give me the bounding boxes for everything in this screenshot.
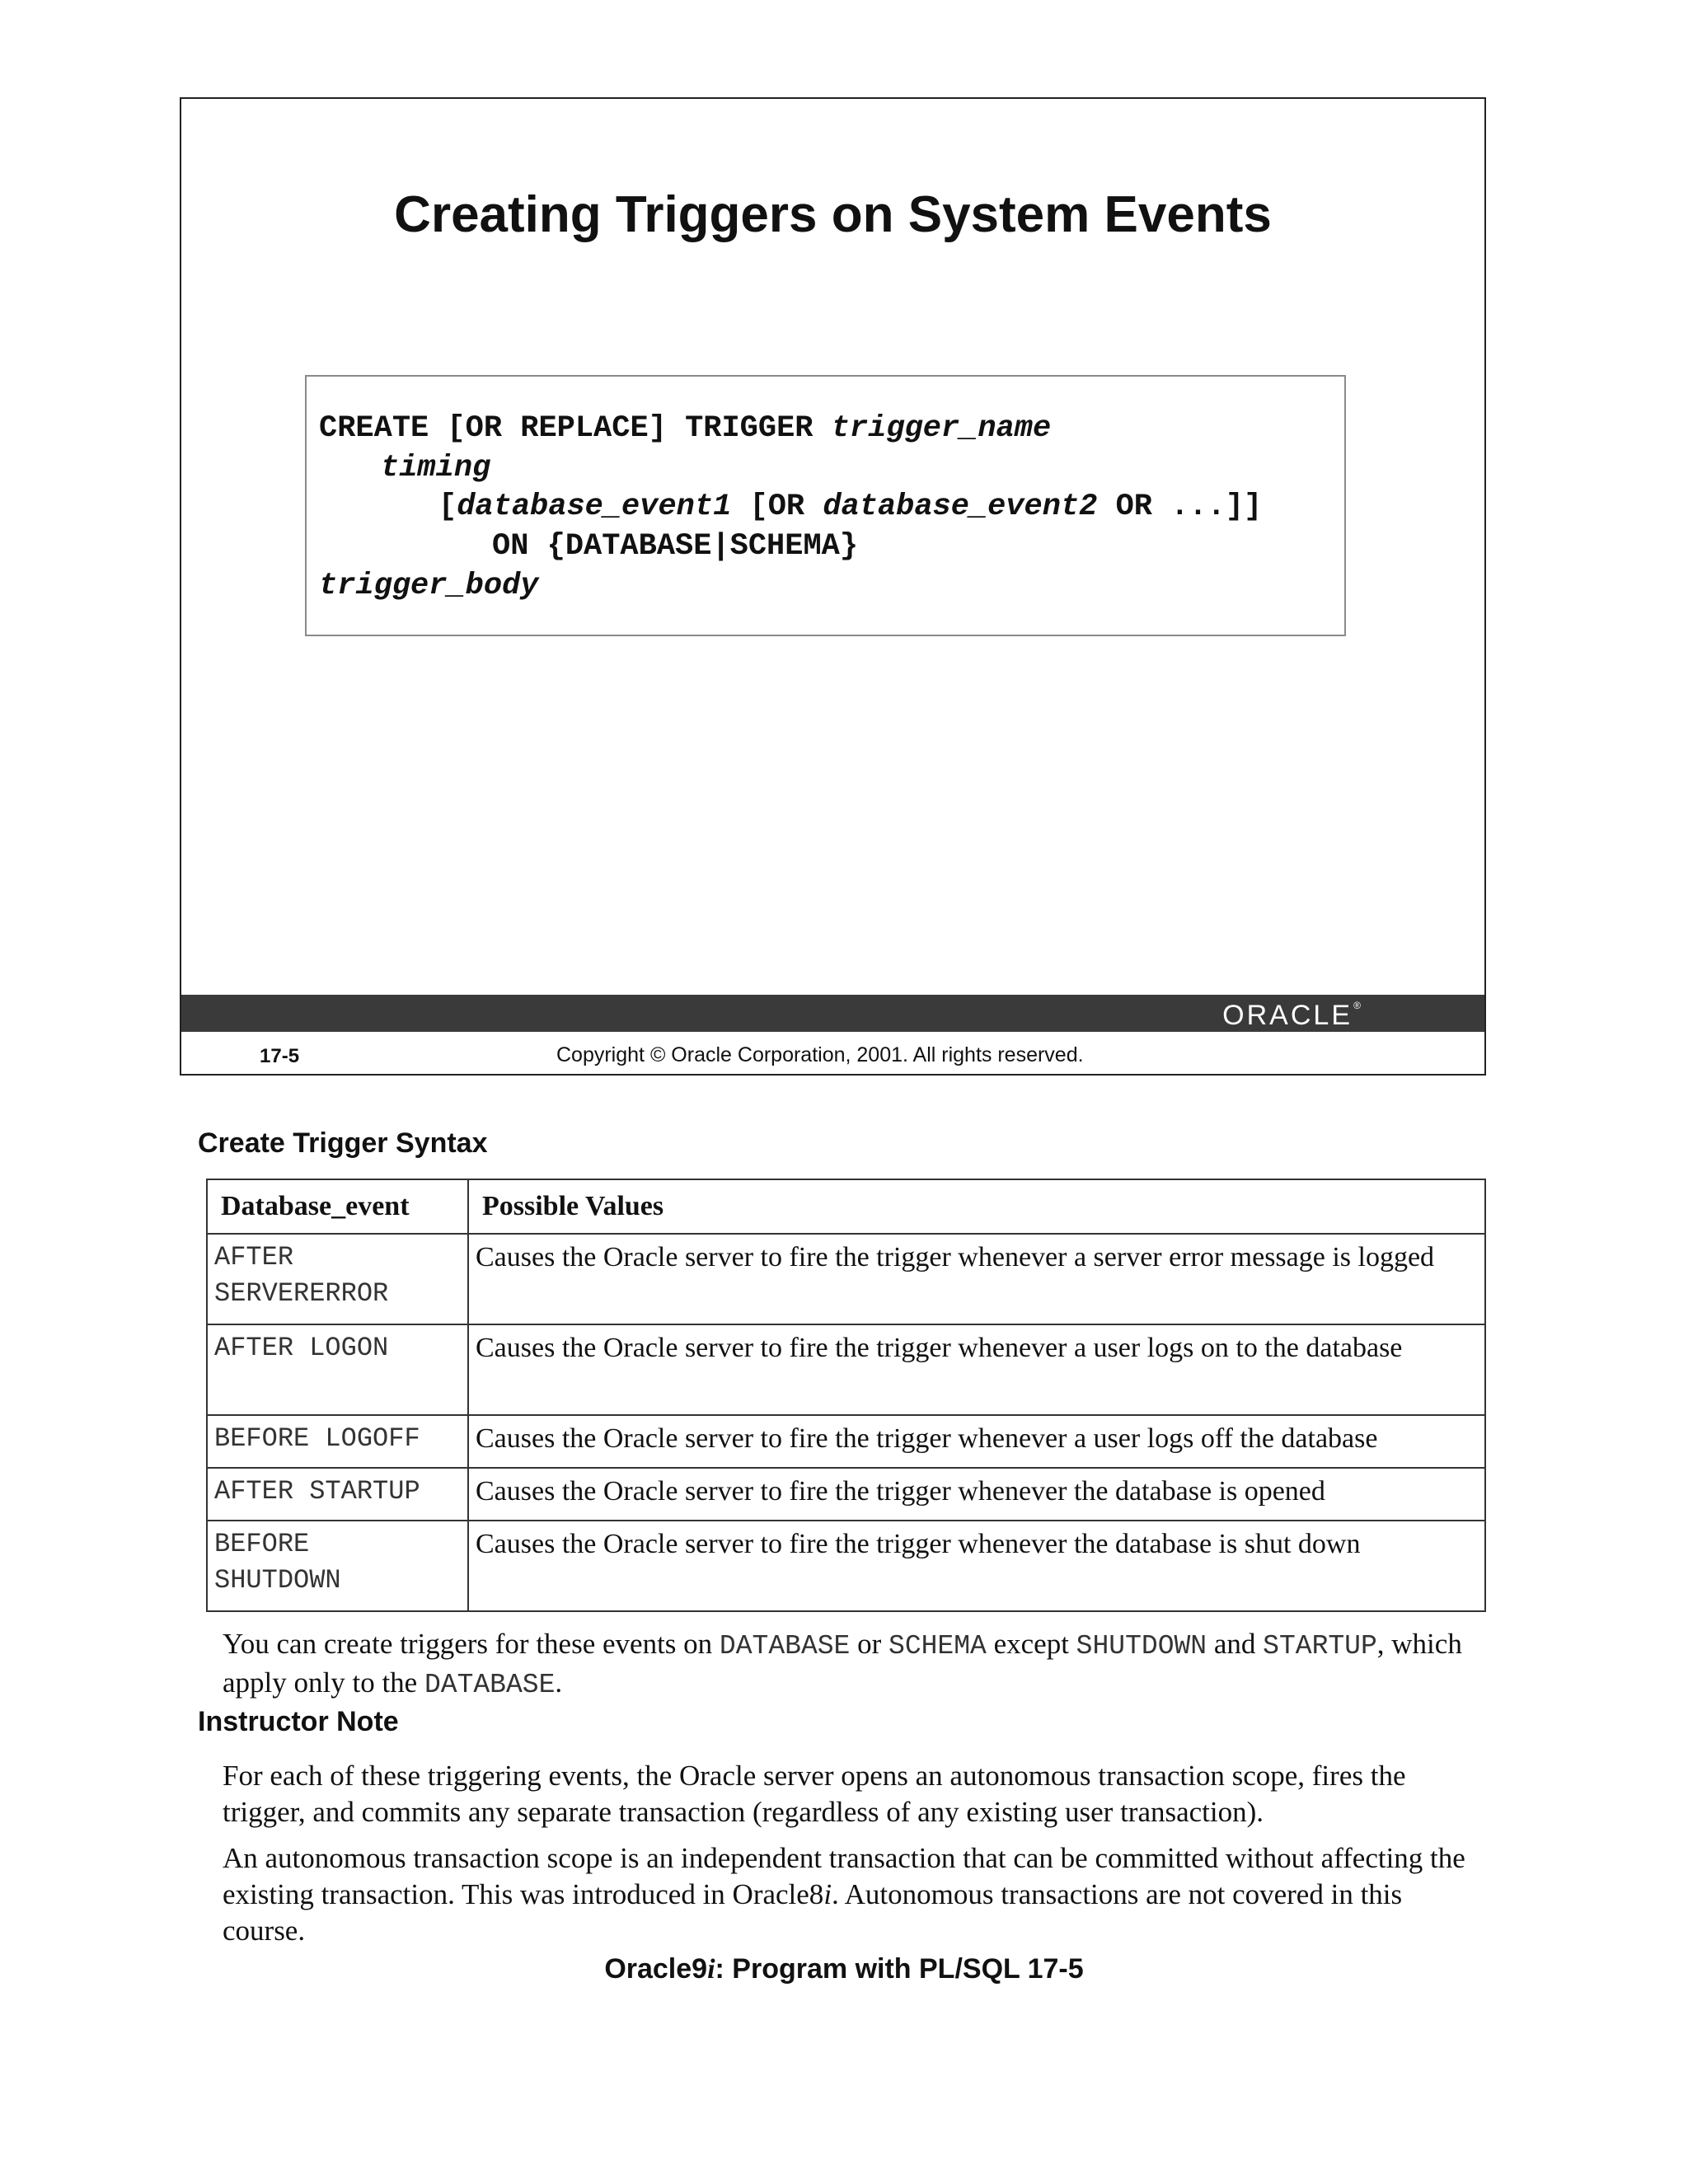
copyright-notice: Copyright © Oracle Corporation, 2001. All rights reserved. xyxy=(556,1043,1084,1066)
code-line-5: trigger_body xyxy=(319,569,539,603)
value-cell: Causes the Oracle server to fire the trigger whenever a server error message is logged xyxy=(468,1234,1485,1324)
event-cell: AFTER STARTUP xyxy=(207,1468,468,1521)
database-events-table xyxy=(206,1179,1486,1612)
registered-mark: ® xyxy=(1353,1000,1361,1011)
column-header-event: Database_event xyxy=(207,1179,468,1234)
oracle-logo: ORACLE xyxy=(1222,1000,1353,1031)
column-header-values: Possible Values xyxy=(468,1179,1485,1234)
table-row xyxy=(207,1468,1485,1521)
table-row xyxy=(207,1234,1485,1324)
slide-frame xyxy=(180,97,1486,1076)
event-cell: BEFORE LOGOFF xyxy=(207,1415,468,1468)
oracle-brand-bar xyxy=(181,995,1484,1032)
instructor-paragraph-1: For each of these triggering events, the Oracle server opens an autonomous transaction scope, fires the trigger, and commits any separate transaction (regardless of any existing user transaction). xyxy=(223,1760,1406,1828)
code-line-3: [database_event1 [OR database_event2 OR ...]] xyxy=(438,490,1263,524)
code-line-2: timing xyxy=(381,451,491,485)
event-cell: AFTER SERVERERROR xyxy=(207,1234,468,1324)
slide-number: 17-5 xyxy=(260,1045,300,1067)
value-cell: Causes the Oracle server to fire the trigger whenever the database is shut down xyxy=(468,1521,1485,1611)
value-cell: Causes the Oracle server to fire the trigger whenever a user logs on to the database xyxy=(468,1324,1485,1415)
code-line-4: ON {DATABASE|SCHEMA} xyxy=(492,529,859,564)
value-cell: Causes the Oracle server to fire the trigger whenever a user logs off the database xyxy=(468,1415,1485,1468)
page-footer: Oracle9i: Program with PL/SQL 17-5 xyxy=(604,1953,1084,1985)
instructor-paragraph-2: An autonomous transaction scope is an independent transaction that can be committed without affecting the existing transaction. This was introduced in Oracle8i. Autonomous transactions are not covered in this course. xyxy=(223,1842,1465,1947)
table-row xyxy=(207,1415,1485,1468)
events-scope-paragraph: You can create triggers for these events on DATABASE or SCHEMA except SHUTDOWN and STARTUP, which apply only to the DATABASE. xyxy=(223,1628,1462,1700)
section-heading-syntax: Create Trigger Syntax xyxy=(198,1127,488,1159)
event-cell: AFTER LOGON xyxy=(207,1324,468,1415)
syntax-code-box xyxy=(305,375,1346,636)
table-row xyxy=(207,1324,1485,1415)
table-header-row xyxy=(207,1179,1485,1234)
section-heading-instructor-note: Instructor Note xyxy=(198,1706,399,1737)
value-cell: Causes the Oracle server to fire the trigger whenever the database is opened xyxy=(468,1468,1485,1521)
slide-title: Creating Triggers on System Events xyxy=(394,186,1272,243)
table-row xyxy=(207,1521,1485,1611)
event-cell: BEFORE SHUTDOWN xyxy=(207,1521,468,1611)
code-line-1: CREATE [OR REPLACE] TRIGGER trigger_name xyxy=(319,411,1052,446)
